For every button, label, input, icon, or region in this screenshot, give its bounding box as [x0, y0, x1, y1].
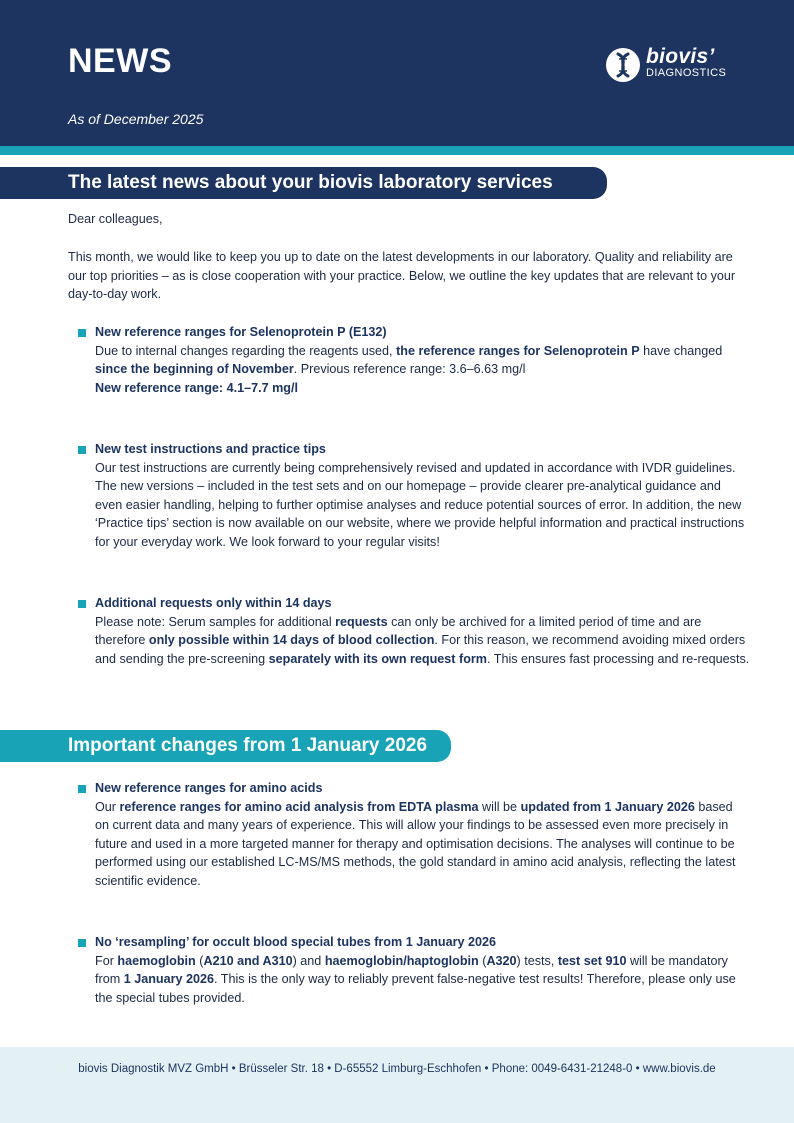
intro-paragraph: This month, we would like to keep you up to date on the latest developments in our laboratory. Quality and reliability are our top priorities – as is close cooperation with your practice. Below, we outline the key updates that are relevant to your day-to-day work.	[68, 250, 736, 302]
header-accent-stripe	[0, 146, 794, 155]
logo-name: biovis’	[646, 45, 715, 68]
logo-subtitle: DIAGNOSTICS	[646, 67, 727, 79]
bullet-square-icon	[78, 600, 86, 608]
news-item-additional-requests	[78, 594, 750, 668]
news-item-amino-acids	[78, 779, 750, 891]
item-body: Our reference ranges for amino acid analysis from EDTA plasma will be updated from 1 January 2026 based on current data and many years of experience. This will allow your findings to be assessed even more precisely in future and used in a more targeted manner for therapy and optimisation decisions. The analyses will continue to be performed using our established LC-MS/MS methods, the gold standard in amino acid analysis, reflecting the latest scientific evidence.	[95, 799, 736, 888]
item-title: Additional requests only within 14 days	[95, 596, 332, 610]
item-title: New reference ranges for Selenoprotein P (E132)	[95, 325, 387, 339]
item-body: Please note: Serum samples for additional requests can only be archived for a limited period of time and are therefore only possible within 14 days of blood collection. For this reason, we recommend avoiding mixed orders and sending the pre-screening separately with its own request form. This ensures fast processing and re-requests.	[95, 614, 750, 666]
news-item-occult-blood	[78, 933, 750, 1007]
item-body: Our test instructions are currently being comprehensively revised and updated in accordance with IVDR guidelines. The new versions – included in the test sets and on our homepage – provide clearer pre-analytical guidance and even easier handling, helping to further optimise analyses and reduce potential sources of error. In addition, the new ‘Practice tips’ section is now available on our website, where we provide helpful information and practical instructions for your everyday work. We look forward to your regular visits!	[95, 460, 745, 549]
bullet-square-icon	[78, 785, 86, 793]
biovis-logo	[606, 46, 756, 82]
item-body: For haemoglobin (A210 and A310) and haemoglobin/haptoglobin (A320) tests, test set 910 will be mandatory from 1 January 2026. This is the only way to reliably prevent false-negative test results! Therefore, please only use the special tubes provided.	[95, 953, 736, 1005]
footer-band	[0, 1047, 794, 1123]
bullet-square-icon	[78, 329, 86, 337]
item-title: New test instructions and practice tips	[95, 442, 326, 456]
section-heading-latest-news: The latest news about your biovis laboratory services	[0, 167, 607, 199]
dna-helix-icon	[606, 48, 640, 82]
as-of-date: As of December 2025	[68, 111, 204, 127]
bullet-square-icon	[78, 939, 86, 947]
section-heading-important-changes: Important changes from 1 January 2026	[0, 730, 451, 762]
news-item-test-instructions	[78, 440, 750, 552]
item-body: Due to internal changes regarding the reagents used, the reference ranges for Selenoprotein P have changed since the beginning of November. Previous reference range: 3.6–6.63 mg/l	[95, 343, 723, 377]
footer-contact: biovis Diagnostik MVZ GmbH • Brüsseler Str. 18 • D-65552 Limburg-Eschhofen • Phone: 0049-6431-21248-0 • www.biovis.de	[78, 1063, 716, 1075]
bullet-square-icon	[78, 446, 86, 454]
salutation: Dear colleagues,	[68, 212, 163, 226]
item-title: No ‘resampling’ for occult blood special tubes from 1 January 2026	[95, 935, 497, 949]
item-title: New reference ranges for amino acids	[95, 781, 323, 795]
news-item-selenoprotein	[78, 323, 750, 397]
page-title: NEWS	[68, 42, 172, 80]
new-reference-range: New reference range: 4.1–7.7 mg/l	[95, 380, 298, 395]
